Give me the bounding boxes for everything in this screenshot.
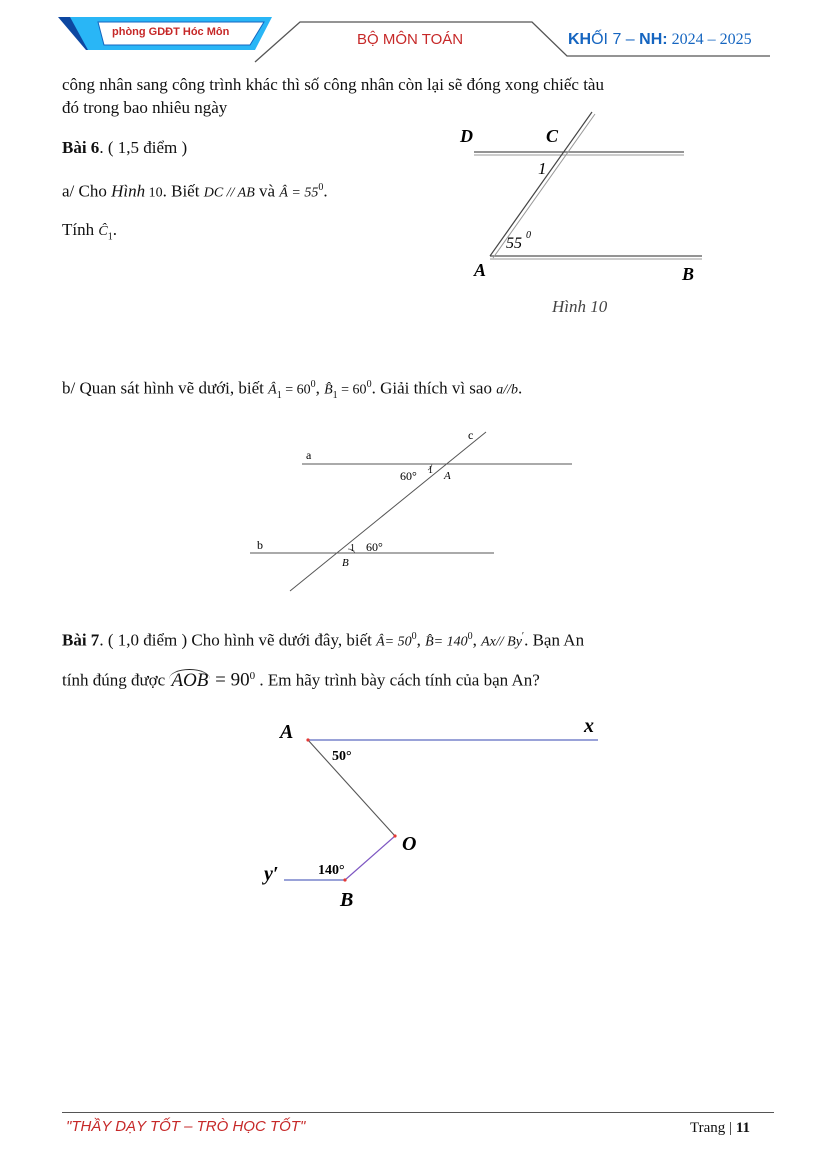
bai7-title: Bài 7 xyxy=(62,630,100,650)
bai7-aob: AOB xyxy=(171,669,209,691)
label-1-a: 1 xyxy=(428,465,433,476)
a-prefix: a/ Cho xyxy=(62,181,112,201)
b-a-val: = 60 xyxy=(281,382,311,398)
a-fig: Hình xyxy=(111,181,146,201)
label-y: y′ xyxy=(264,863,279,885)
label-55: 55 xyxy=(506,235,522,252)
year-value: 2024 – 2025 xyxy=(667,31,752,48)
label-a: a xyxy=(306,448,312,462)
label-1-b: 1 xyxy=(350,543,355,554)
label-50: 50° xyxy=(332,749,352,764)
label-a: A xyxy=(280,721,294,743)
bai6-heading xyxy=(62,137,187,159)
label-60-a: 60° xyxy=(400,469,417,483)
figure-parallel-ab xyxy=(240,424,580,594)
bai7-line-2 xyxy=(62,665,540,692)
grade-dash: – xyxy=(621,31,640,48)
subject-title: BỘ MÔN TOÁN xyxy=(357,31,464,48)
b-b-val: = 60 xyxy=(337,382,367,398)
bai7-deg1: 0 xyxy=(411,631,417,642)
bai7-par: Ax// By xyxy=(481,634,522,650)
page-sep: | xyxy=(725,1120,736,1136)
bai7-tick: ′ xyxy=(521,631,525,642)
line-c xyxy=(290,432,486,591)
b-angle-b: B̂ xyxy=(324,382,333,398)
label-c: c xyxy=(468,428,474,442)
label-b: B xyxy=(340,889,354,911)
compute-angle: Ĉ xyxy=(98,224,108,239)
bai7-deg2: 0 xyxy=(467,631,473,642)
bai7-sep1: , xyxy=(416,630,426,650)
bai6-part-a xyxy=(62,177,328,205)
label-140: 140° xyxy=(318,863,345,878)
b-deg2: 0 xyxy=(366,379,372,390)
a-mid: . Biết xyxy=(162,181,204,201)
bai6-points: . ( 1,5 điểm ) xyxy=(99,138,188,157)
label-point-a: A xyxy=(444,470,451,482)
bai7-angle-b: B̂= 140 xyxy=(425,634,468,650)
label-55-deg: 0 xyxy=(526,230,531,241)
segment-ob xyxy=(345,836,395,880)
bai6-part-b xyxy=(62,374,522,407)
label-60-b: 60° xyxy=(366,540,383,554)
figure-bai7 xyxy=(260,708,620,918)
a-end: . xyxy=(323,181,328,201)
intro-line-1: công nhân sang công trình khác thì số công nhân còn lại sẽ đóng xong chiếc tàu xyxy=(62,75,604,94)
grade-year xyxy=(568,31,752,49)
a-angle: Â = 55 xyxy=(279,185,319,201)
compute-prefix: Tính xyxy=(62,220,99,239)
label-b: b xyxy=(257,538,263,552)
bai7-points: . ( 1,0 điểm ) Cho hình vẽ dưới đây, biết xyxy=(99,630,377,650)
page-num: 11 xyxy=(735,1120,750,1136)
bai7-l2-prefix: tính đúng được xyxy=(62,670,170,690)
footer-slogan: "THẦY DẠY TỐT – TRÒ HỌC TỐT" xyxy=(66,1118,306,1135)
compute-end: . xyxy=(112,220,117,239)
b-deg1: 0 xyxy=(310,379,316,390)
b-b-sub: 1 xyxy=(332,390,338,402)
b-end: . xyxy=(518,378,523,398)
b-mid: . Giải thích vì sao xyxy=(371,378,497,398)
figure-10 xyxy=(440,108,730,328)
school-name: phòng GDĐT Hóc Môn xyxy=(112,26,230,38)
page-label: Trang xyxy=(690,1120,726,1136)
bai7-end1: . Bạn An xyxy=(524,630,585,650)
label-point-b: B xyxy=(342,557,349,569)
bai7-eq: = 90 xyxy=(210,669,250,691)
point-o xyxy=(393,834,396,837)
bai6-title: Bài 6 xyxy=(62,138,100,157)
fig10-caption: Hình 10 xyxy=(552,297,608,316)
point-b xyxy=(343,878,346,881)
bai7-angle-a: Â= 50 xyxy=(376,634,412,650)
grade-rest: ỐI 7 xyxy=(591,31,622,48)
point-a xyxy=(306,738,309,741)
a-parallel: DC // AB xyxy=(203,185,255,201)
compute-sub: 1 xyxy=(107,231,113,243)
label-x: x xyxy=(584,715,594,737)
bai7-deg3: 0 xyxy=(249,670,256,682)
label-a: A xyxy=(474,260,487,280)
bai7-l2-end: . Em hãy trình bày cách tính của bạn An? xyxy=(255,670,540,690)
label-d: D xyxy=(460,126,473,146)
footer-rule xyxy=(62,1112,774,1113)
label-c: C xyxy=(546,126,559,146)
b-a-sub: 1 xyxy=(276,390,282,402)
a-deg: 0 xyxy=(318,182,324,193)
label-b: B xyxy=(682,264,695,284)
a-fig-num: 10 xyxy=(145,185,163,201)
year-label: NH: xyxy=(639,31,668,48)
label-o: O xyxy=(402,833,417,855)
intro-line-2: đó trong bao nhiêu ngày xyxy=(62,98,228,117)
b-sep: , xyxy=(315,378,325,398)
b-prefix: b/ Quan sát hình vẽ dưới, biết xyxy=(62,378,269,398)
bai6-compute xyxy=(62,219,117,248)
label-1: 1 xyxy=(538,159,547,178)
page-number xyxy=(690,1120,750,1137)
bai7-line-1 xyxy=(62,626,584,654)
b-angle-a: Â xyxy=(268,382,277,398)
bai7-sep2: , xyxy=(472,630,482,650)
b-par: a//b xyxy=(496,382,518,398)
a-and: và xyxy=(254,181,280,201)
grade-prefix: KH xyxy=(568,31,592,48)
